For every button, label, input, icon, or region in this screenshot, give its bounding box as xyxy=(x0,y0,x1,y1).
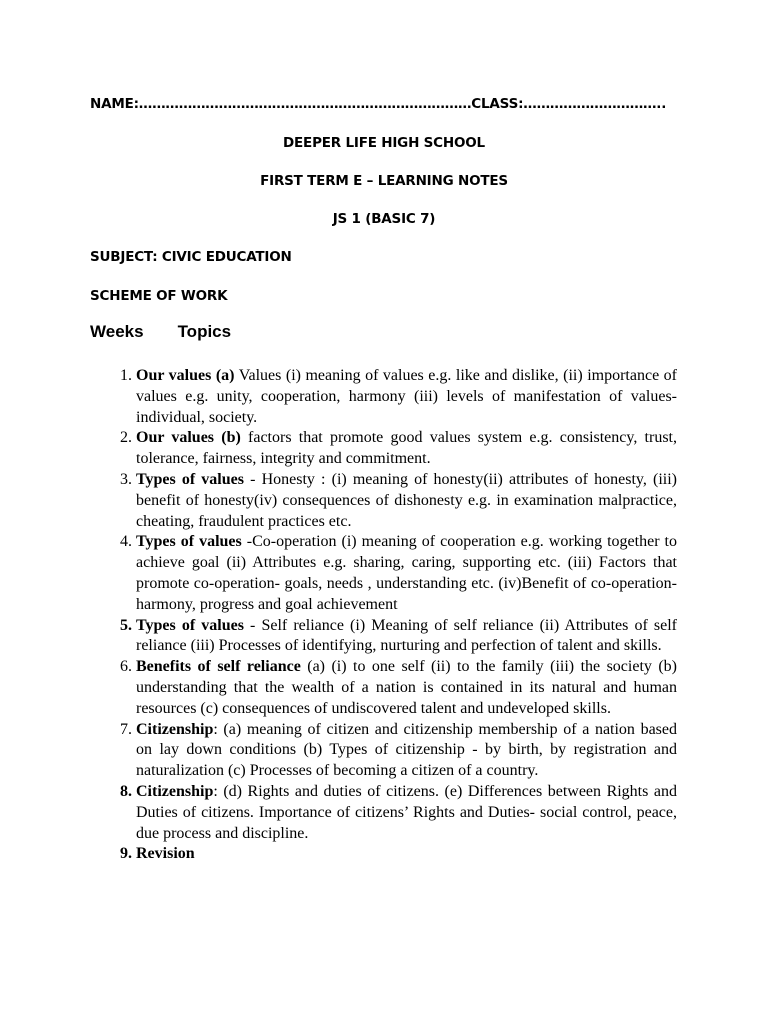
topic-number: 1. xyxy=(120,367,132,384)
topic-number: 6. xyxy=(120,658,132,676)
school-name: DEEPER LIFE HIGH SCHOOL xyxy=(283,135,485,151)
topic-number: 2. xyxy=(120,429,132,447)
topic-number: 8. xyxy=(120,782,132,800)
weeks-header: Weeks xyxy=(90,322,144,341)
topic-text: (a) (i) to one self (ii) to the family (iii) the society (b) understanding that the wealth of a nation is contained in its natural and human resources (c) consequences of undiscovered talent and undeveloped skills. xyxy=(136,658,678,717)
class-title: JS 1 (BASIC 7) xyxy=(332,211,436,227)
topic-title: Types of values xyxy=(136,470,244,488)
topic-text: -Co-operation (i) meaning of cooperation e.g. working together to achieve goal (ii) Attributes e.g. sharing, caring, supporting etc. (iii) Factors that promote co-operation- goals, needs , understanding etc. (iv)Benefit of co-operation- harmony, progress and goal achievement xyxy=(136,533,677,613)
topic-item xyxy=(120,366,678,428)
topic-item xyxy=(120,657,678,719)
topic-text: : (a) meaning of citizen and citizenship membership of a nation based on lay down conditions (b) Types of citizenship - by birth, by registration and naturalization (c) Processes of becoming a citizen of a country. xyxy=(136,720,677,780)
topic-title: Citizenship xyxy=(136,720,214,738)
topic-text: Values (i) meaning of values e.g. like and dislike, (ii) importance of values e.g. unity, cooperation, harmony (iii) levels of manifestation of values- individual, society. xyxy=(136,367,678,426)
name-class-line: NAME:…………………………………………………………………CLASS:………………………….. xyxy=(90,96,667,112)
topic-title: Citizenship xyxy=(136,782,214,800)
topic-text: : (d) Rights and duties of citizens. (e) Differences between Rights and Duties of citizens. Importance of citizens’ Rights and Duties- social control, peace, due process and discipline. xyxy=(136,782,677,842)
topic-item xyxy=(120,532,677,615)
topic-title: Types of values xyxy=(136,616,244,634)
topic-text: - Honesty : (i) meaning of honesty(ii) attributes of honesty, (iii) benefit of honesty(iv) consequences of dishonesty e.g. in examination malpractice, cheating, fraudulent practices etc. xyxy=(136,470,677,530)
topic-title: Our values (b) xyxy=(136,429,241,447)
topic-item xyxy=(120,616,677,658)
topic-number: 5. xyxy=(120,616,132,634)
topic-title: Revision xyxy=(136,845,195,863)
topic-text: factors that promote good values system e.g. consistency, trust, tolerance, fairness, integrity and commitment. xyxy=(136,429,677,468)
topic-title: Our values (a) xyxy=(136,367,235,384)
scheme-of-work-heading: SCHEME OF WORK xyxy=(90,288,228,304)
topics-list xyxy=(0,366,677,865)
topic-title: Benefits of self reliance xyxy=(136,658,301,676)
topic-number: 7. xyxy=(120,720,132,738)
topic-text: - Self reliance (i) Meaning of self reliance (ii) Attributes of self reliance (iii) Processes of identifying, nurturing and perfection of talent and skills. xyxy=(136,616,677,655)
subject-line: SUBJECT: CIVIC EDUCATION xyxy=(90,249,292,265)
topic-item xyxy=(120,428,677,470)
topic-number: 9. xyxy=(120,845,132,863)
topic-title: Types of values xyxy=(136,533,242,551)
topic-item xyxy=(120,844,677,865)
topic-item xyxy=(120,782,677,844)
term-title: FIRST TERM E – LEARNING NOTES xyxy=(260,173,508,189)
topic-number: 4. xyxy=(120,533,132,551)
topic-item xyxy=(120,720,677,782)
topic-number: 3. xyxy=(120,470,132,488)
topic-item xyxy=(120,470,677,532)
topics-header: Topics xyxy=(177,322,232,341)
table-header xyxy=(90,322,231,342)
